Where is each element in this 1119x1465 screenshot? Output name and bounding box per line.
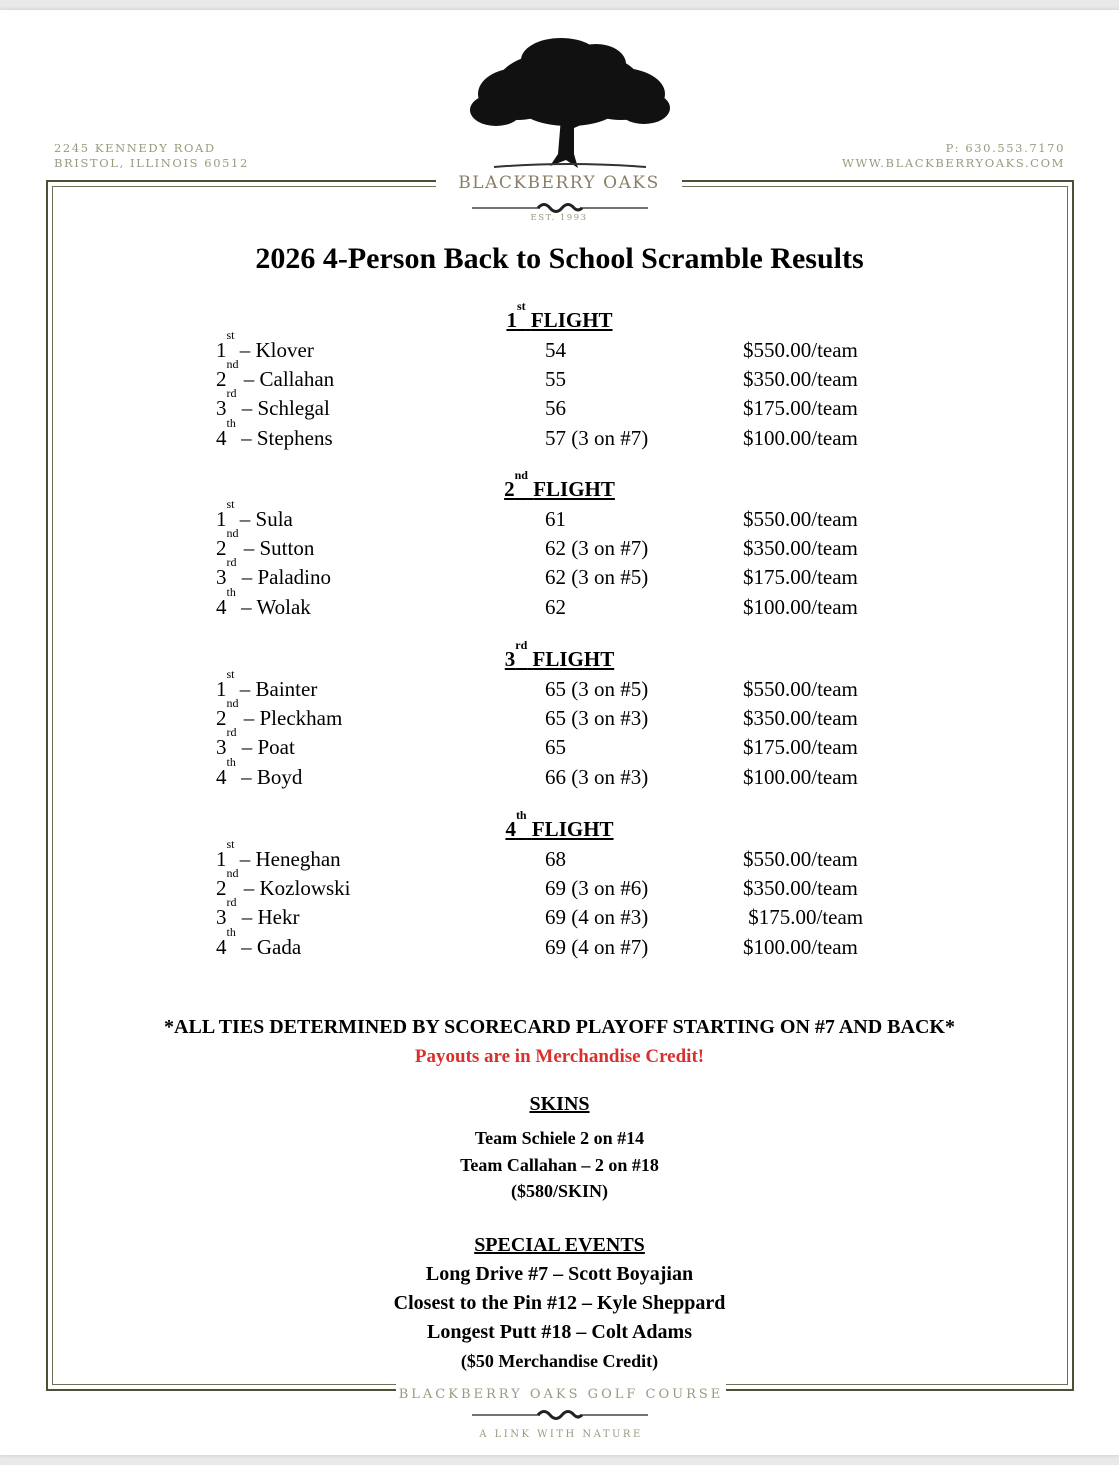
place-ordinal: rd [226, 725, 237, 740]
team-payout: $100.00/team [743, 934, 858, 959]
flight-label: FLIGHT [533, 477, 615, 501]
team-name: – Hekr [241, 905, 300, 930]
result-row [0, 895, 1119, 930]
place-number: 1 [216, 338, 227, 362]
flight-label: FLIGHT [531, 817, 614, 841]
team-name: – Klover [239, 338, 314, 362]
place-number: 3 [216, 396, 227, 421]
place-number: 4 [216, 594, 227, 619]
team-score: 69 (3 on #6) [545, 876, 649, 901]
result-row [0, 584, 1119, 620]
team-score: 62 (3 on #5) [545, 565, 649, 590]
team-payout: $100.00/team [743, 764, 858, 789]
established-year: EST. 1993 [530, 213, 588, 223]
phone-number: P: 630.553.7170 [945, 141, 1065, 155]
result-row [0, 526, 1119, 561]
team-name: – Kozlowski [243, 876, 351, 901]
flight-number: 4 [505, 817, 516, 841]
page-title: 2026 4-Person Back to School Scramble Results [255, 242, 864, 275]
team-score: 62 [545, 594, 566, 619]
team-place-name [216, 754, 303, 790]
special-event-line: Long Drive #7 – Scott Boyajian [425, 1263, 694, 1285]
team-payout: $175.00/team [743, 905, 864, 930]
place-ordinal: nd [226, 866, 239, 881]
flight-ordinal: th [515, 808, 527, 822]
ties-note: *ALL TIES DETERMINED BY SCORECARD PLAYOFF STARTING ON #7 AND BACK* [164, 1016, 955, 1038]
result-row [0, 754, 1119, 790]
place-number: 2 [216, 536, 227, 561]
skins-line: Team Callahan – 2 on #18 [460, 1155, 659, 1175]
place-ordinal: rd [226, 555, 237, 570]
special-event-line: ($50 Merchandise Credit) [460, 1351, 659, 1371]
team-payout: $350.00/team [743, 367, 858, 392]
flight-heading-text [504, 638, 615, 671]
result-row [0, 924, 1119, 960]
footer-tagline: A LINK WITH NATURE [479, 1429, 643, 1440]
flight-ordinal: nd [514, 468, 528, 482]
special-event-line: Longest Putt #18 – Colt Adams [426, 1321, 692, 1343]
team-score: 69 (4 on #7) [545, 934, 649, 959]
place-number: 1 [216, 677, 227, 701]
team-payout: $350.00/team [743, 536, 858, 561]
result-row [0, 696, 1119, 731]
team-payout: $550.00/team [743, 338, 858, 362]
flight-heading [0, 638, 1119, 672]
special-events-heading-text: SPECIAL EVENTS [474, 1234, 645, 1256]
flight-heading [0, 299, 1119, 333]
skins-heading [0, 1093, 1119, 1116]
team-name: – Pleckham [243, 706, 343, 731]
team-name: – Schlegal [241, 396, 330, 421]
place-number: 2 [216, 876, 227, 901]
place-number: 3 [216, 905, 227, 930]
flight-ordinal: rd [515, 638, 528, 652]
address-block [54, 141, 249, 171]
contact-block [842, 141, 1065, 171]
team-name: – Wolak [241, 594, 311, 619]
team-score: 57 (3 on #7) [545, 425, 649, 450]
team-payout: $550.00/team [743, 507, 858, 531]
flight-heading-text [505, 808, 614, 841]
result-row [0, 555, 1119, 590]
skins-line: ($580/SKIN) [510, 1181, 608, 1201]
team-name: – Stephens [241, 425, 333, 450]
place-number: 2 [216, 367, 227, 392]
place-number: 1 [216, 847, 227, 871]
team-name: – Boyd [241, 764, 303, 789]
flight-ordinal: st [516, 299, 526, 313]
result-row [0, 415, 1119, 451]
team-score: 68 [545, 847, 566, 871]
footer-brand: BLACKBERRY OAKS GOLF COURSE [398, 1387, 724, 1402]
place-ordinal: rd [226, 895, 237, 910]
skins-line: Team Schiele 2 on #14 [474, 1128, 645, 1148]
team-payout: $100.00/team [743, 425, 858, 450]
special-event-line: Closest to the Pin #12 – Kyle Sheppard [393, 1292, 726, 1314]
place-ordinal: rd [226, 386, 237, 401]
place-number: 2 [216, 706, 227, 731]
address-line-1: 2245 KENNEDY ROAD [54, 141, 216, 155]
place-ordinal: nd [226, 696, 239, 711]
team-payout: $550.00/team [743, 677, 858, 701]
place-number: 4 [216, 425, 227, 450]
team-payout: $350.00/team [743, 876, 858, 901]
team-payout: $175.00/team [743, 735, 858, 760]
team-name: – Poat [241, 735, 295, 760]
brand-name: BLACKBERRY OAKS [458, 173, 660, 193]
place-ordinal: st [226, 497, 235, 511]
website-link: WWW.BLACKBERRYOAKS.COM [842, 156, 1065, 170]
place-number: 3 [216, 735, 227, 760]
result-row [0, 357, 1119, 392]
squiggle-ornament-icon [470, 1406, 650, 1424]
place-ordinal: th [226, 415, 236, 430]
team-name: – Callahan [243, 367, 335, 392]
flight-number: 1 [506, 308, 517, 332]
team-score: 66 (3 on #3) [545, 764, 649, 789]
team-payout: $175.00/team [743, 396, 858, 421]
place-ordinal: th [226, 754, 236, 769]
team-name: – Heneghan [239, 847, 341, 871]
team-payout: $550.00/team [743, 847, 858, 871]
flight-heading-text [504, 468, 615, 501]
flight-heading [0, 468, 1119, 502]
team-place-name [216, 924, 302, 960]
team-score: 56 [545, 396, 566, 421]
result-row [0, 667, 1119, 702]
special-events-heading [0, 1234, 1119, 1257]
team-score: 65 [545, 735, 566, 760]
place-ordinal: th [226, 584, 236, 599]
team-place-name [216, 415, 333, 451]
result-row [0, 866, 1119, 901]
team-score: 69 (4 on #3) [545, 905, 649, 930]
team-score: 61 [545, 507, 566, 531]
team-name: – Gada [241, 934, 302, 959]
result-row [0, 725, 1119, 760]
team-name: – Bainter [239, 677, 318, 701]
team-score: 65 (3 on #3) [545, 706, 649, 731]
team-score: 55 [545, 367, 566, 392]
skins-heading-text: SKINS [529, 1093, 590, 1115]
team-payout: $350.00/team [743, 706, 858, 731]
oak-tree-logo-icon [466, 36, 672, 176]
address-line-2: BRISTOL, ILLINOIS 60512 [54, 156, 249, 170]
flight-number: 3 [504, 647, 516, 671]
document-page [0, 10, 1119, 1455]
flight-heading [0, 808, 1119, 842]
result-row [0, 837, 1119, 872]
place-number: 1 [216, 507, 227, 531]
team-score: 54 [545, 338, 566, 362]
place-ordinal: st [226, 328, 235, 342]
result-row [0, 497, 1119, 532]
team-score: 65 (3 on #5) [545, 677, 649, 701]
flight-number: 2 [504, 477, 515, 501]
team-name: – Paladino [241, 565, 331, 590]
result-row [0, 328, 1119, 363]
payout-note: Payouts are in Merchandise Credit! [414, 1046, 705, 1067]
place-number: 3 [216, 565, 227, 590]
place-ordinal: st [226, 667, 235, 681]
place-ordinal: th [226, 924, 236, 939]
place-number: 4 [216, 934, 227, 959]
team-name: – Sutton [243, 536, 315, 561]
flight-label: FLIGHT [532, 647, 615, 671]
flight-label: FLIGHT [530, 308, 613, 332]
team-payout: $100.00/team [743, 594, 858, 619]
team-name: – Sula [239, 507, 293, 531]
result-row [0, 386, 1119, 421]
place-ordinal: nd [226, 357, 239, 372]
team-score: 62 (3 on #7) [545, 536, 649, 561]
flight-heading-text [506, 299, 613, 332]
place-ordinal: st [226, 837, 235, 851]
place-number: 4 [216, 764, 227, 789]
team-payout: $175.00/team [743, 565, 858, 590]
place-ordinal: nd [226, 526, 239, 541]
team-place-name [216, 584, 311, 620]
